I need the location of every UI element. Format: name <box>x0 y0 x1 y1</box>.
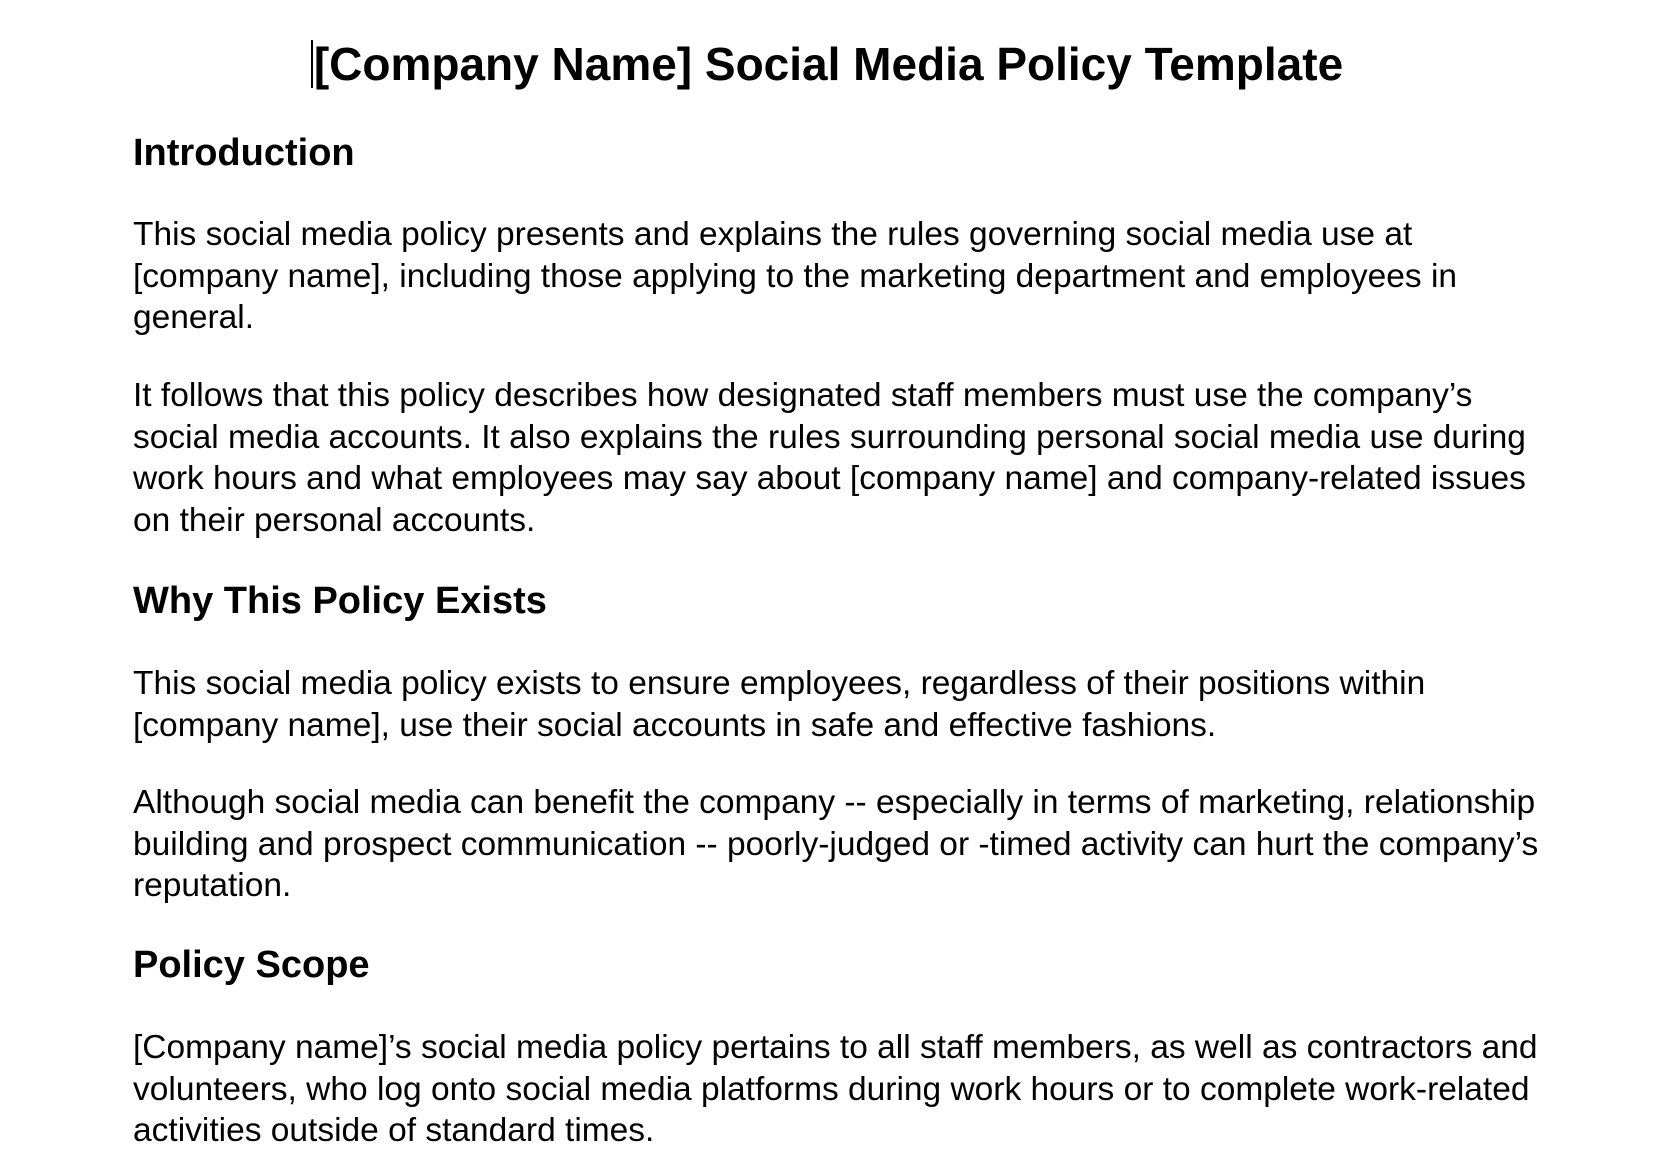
document-title[interactable]: [Company Name] Social Media Policy Template <box>313 38 1344 90</box>
text-cursor <box>311 40 313 88</box>
document-title-line <box>0 36 1654 92</box>
paragraph-introduction-1: This social media policy presents and explains the rules governing social media use at [company name], including those applying to the marketing department and employees in general. <box>133 216 1458 336</box>
paragraph-policy-scope-1: [Company name]’s social media policy pertains to all staff members, as well as contractors and volunteers, who log onto social media platforms during work hours or to complete work-related activities outside of standard times. <box>133 1029 1538 1149</box>
paragraph-why-1: This social media policy exists to ensure employees, regardless of their positions within [company name], use their social accounts in safe and effective fashions. <box>133 665 1426 744</box>
paragraph-why-2: Although social media can benefit the company -- especially in terms of marketing, relationship building and prospect communication -- poorly-judged or -timed activity can hurt the company’s reputation. <box>133 784 1539 904</box>
section-heading-why-this-policy-exists: Why This Policy Exists <box>133 580 547 622</box>
paragraph-introduction-2: It follows that this policy describes how designated staff members must use the company’s social media accounts. It also explains the rules surrounding personal social media use during work hours and what employees may say about [company name] and company-related issues on their personal accounts. <box>133 377 1526 539</box>
section-heading-policy-scope: Policy Scope <box>133 944 370 986</box>
section-heading-introduction: Introduction <box>133 132 355 174</box>
